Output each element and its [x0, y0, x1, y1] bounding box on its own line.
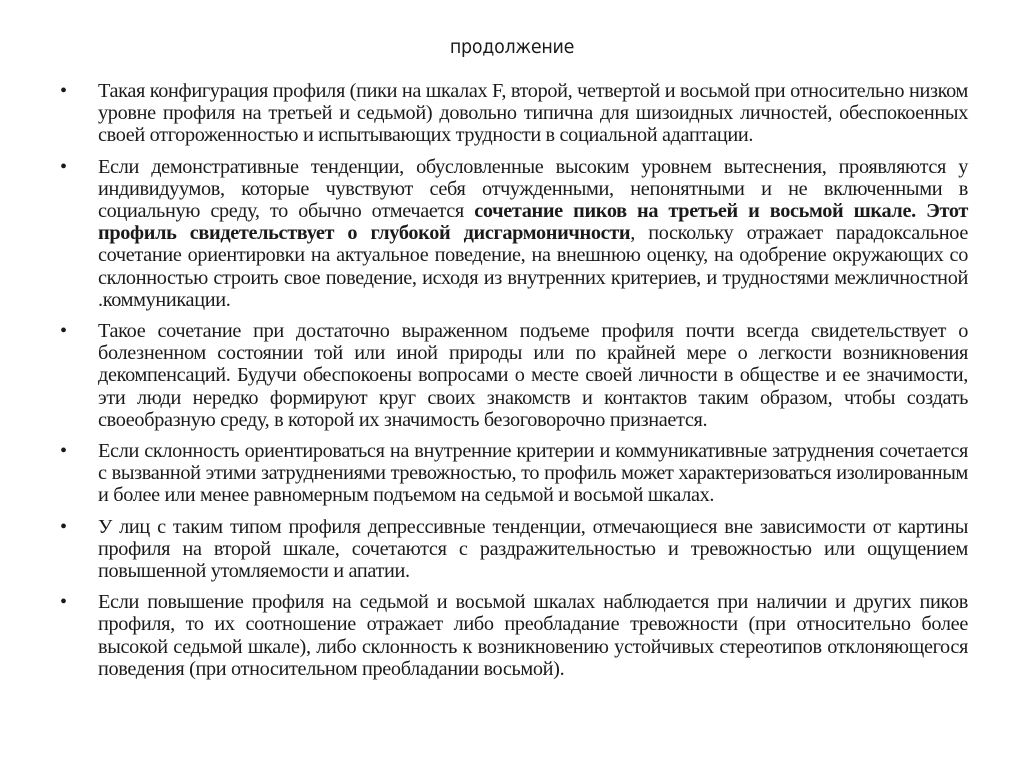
bullet-icon: •: [60, 591, 68, 614]
text-run: Если склонность ориентироваться на внутренние критерии и коммуникативные затруднения сочетается с вызванной этими затруднениями тревожностью, то профиль может характеризоваться изолированным и более или менее равномерным подъемом на седьмой и восьмой шкалах.: [98, 440, 968, 507]
slide-title: продолжение: [449, 36, 575, 58]
bullet-icon: •: [60, 155, 68, 178]
bullet-item: [58, 440, 968, 507]
bullet-item: [58, 80, 968, 147]
bullet-text: [98, 440, 968, 507]
text-run: Если демонстративные тенденции, обусловленные высоким уровнем вытеснения, проявляются у индивидуумов, которые чувствуют себя отчужденными, непонятными и не включенными в социальную среду, то обычно отмечается: [98, 155, 968, 223]
bullet-icon: •: [60, 440, 68, 463]
bullet-icon: •: [60, 320, 68, 343]
bold-text-run: сочетание пиков на третьей и восьмой шкале. Этот профиль свидетельствует о глубокой дисгармоничности: [98, 200, 968, 245]
bullet-text: [98, 80, 968, 147]
bullet-text: [98, 591, 968, 680]
bullet-text: [98, 516, 968, 583]
bullet-icon: •: [60, 80, 68, 102]
bullet-icon: •: [60, 515, 68, 538]
text-run: У лиц с таким типом профиля депрессивные тенденции, отмечающиеся вне зависимости от картины профиля на второй шкале, сочетаются с раздражительностью и тревожностью или ощущением повышенной утомляемости и апатии.: [98, 515, 968, 583]
bullet-item: [58, 516, 968, 583]
text-run: Такая конфигурация профиля (пики на шкалах F, второй, четвертой и восьмой при относительно низком уровне профиля на третьей и седьмой) довольно типична для шизоидных личностей, обеспокоенных своей отгороженностью и испытывающих трудности в социальной адаптации.: [98, 80, 968, 147]
text-run: , поскольку отражает парадоксальное сочетание ориентировки на актуальное поведение, на внешнюю оценку, на одобрение окружающих со склонностью строить свое поведение, исходя из внутренних критериев, и трудностями межличностной .коммуникации.: [98, 222, 968, 311]
bullet-item: [58, 156, 968, 311]
text-run: Если повышение профиля на седьмой и восьмой шкалах наблюдается при наличии и других пиков профиля, то их соотношение отражает либо преобладание тревожности (при относительно более высокой седьмой шкале), либо склонность к возникновению устойчивых стереотипов отклоняющегося поведения (при относительном преобладании восьмой).: [98, 591, 968, 680]
bullet-text: [98, 156, 968, 311]
bullet-text: [98, 320, 968, 431]
bullet-list: [58, 80, 968, 689]
bullet-item: [58, 320, 968, 431]
bullet-item: [58, 591, 968, 680]
text-run: Такое сочетание при достаточно выраженном подъеме профиля почти всегда свидетельствует о болезненном состоянии той или иной природы или по крайней мере о легкости возникновения декомпенсаций. Будучи обеспокоены вопросами о месте своей личности в обществе и ее значимости, эти люди нередко формируют круг своих знакомств и контактов таким образом, чтобы создать своеобразную среду, в которой их значимость безоговорочно признается.: [98, 320, 968, 431]
